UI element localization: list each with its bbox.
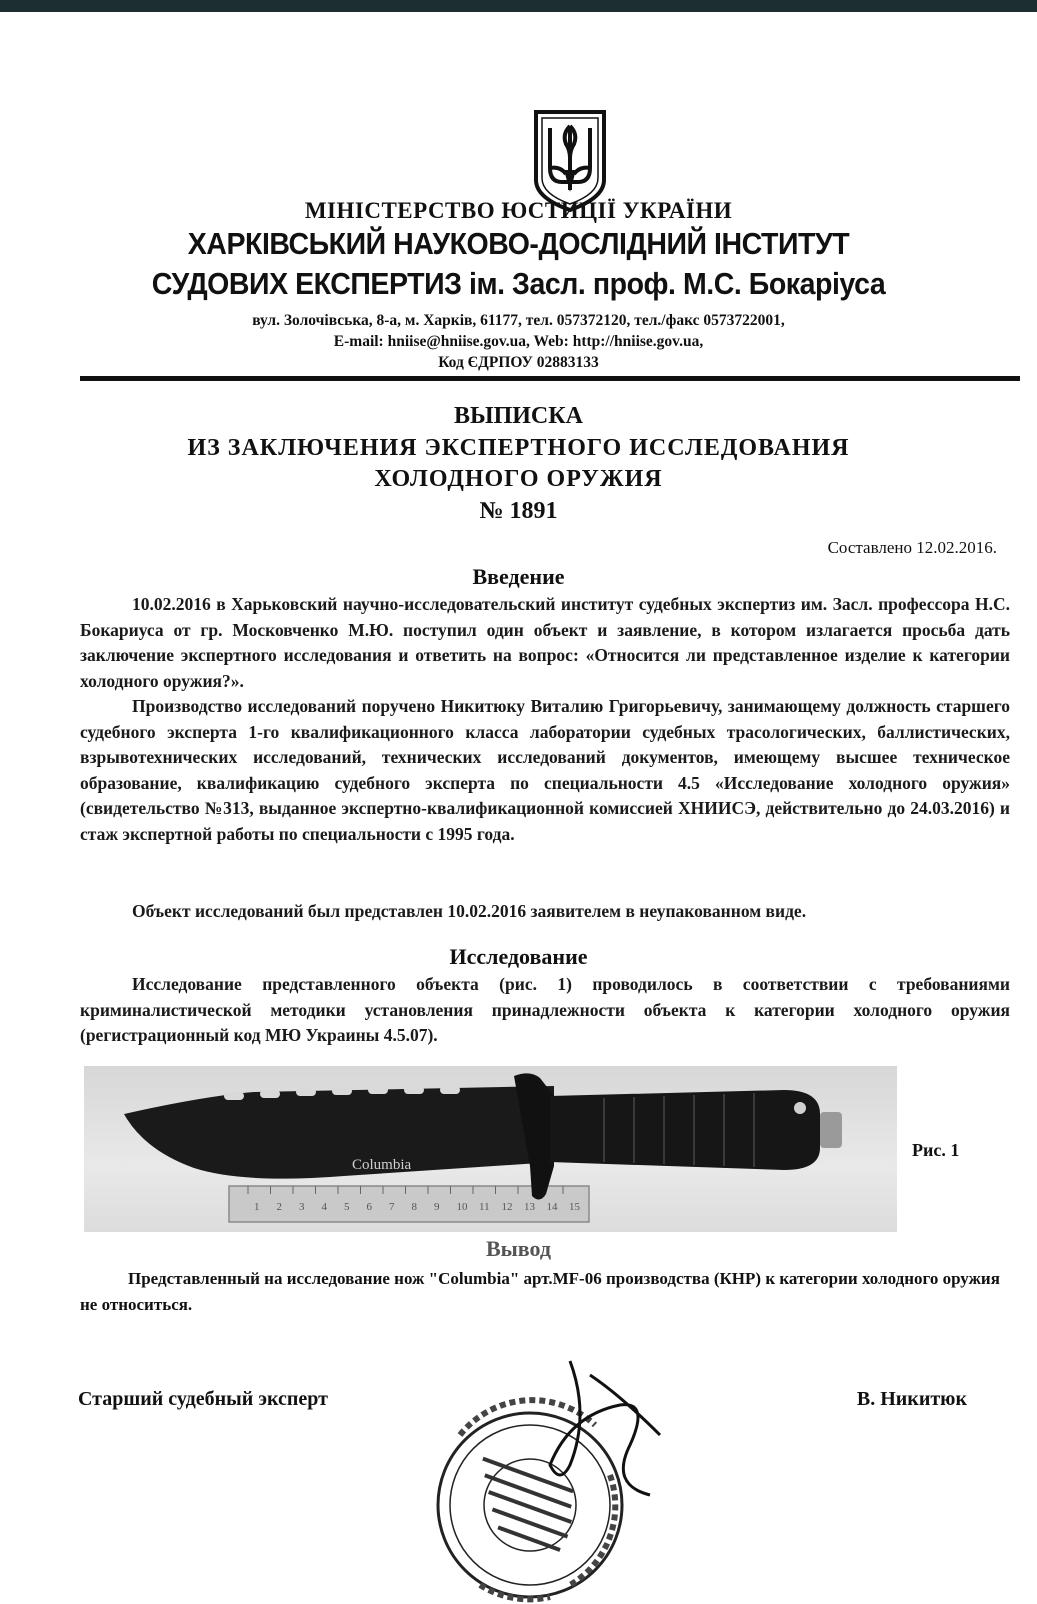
official-stamp-icon <box>420 1355 670 1604</box>
ruler-tick-label: 14 <box>546 1201 558 1213</box>
knife-photo <box>84 1066 897 1232</box>
institute-contacts: E-mail: hniise@hniise.gov.ua, Web: http://hniise.gov.ua, <box>333 333 704 350</box>
conclusion-heading: Вывод <box>485 1236 552 1261</box>
signer-position: Старший судебный эксперт <box>78 1388 328 1410</box>
top-bar <box>0 0 1037 12</box>
compiled-date: Составлено 12.02.2016. <box>827 538 997 557</box>
knife-illustration <box>84 1066 897 1232</box>
intro-paragraph-1: 10.02.2016 в Харьковский научно-исследовательский институт судебных экспертиз им. Засл. профессора Н.С. Бокариуса от гр. Московченко М.Ю. поступил один объект и заявление, в котором излагается просьба дать заключение экспертного исследования и ответить на вопрос: «Относится ли представленное изделие к категории холодного оружия?». <box>80 594 1010 691</box>
lanyard-hole <box>794 1102 806 1114</box>
ministry-name: МІНІСТЕРСТВО ЮСТИЦІЇ УКРАЇНИ <box>304 198 733 223</box>
knife-blade <box>124 1086 554 1179</box>
ruler-tick-label: 7 <box>389 1201 395 1213</box>
ruler-tick-label: 10 <box>456 1201 468 1213</box>
ruler-tick-label: 3 <box>299 1201 305 1213</box>
ruler-tick-label: 15 <box>569 1201 580 1213</box>
knife-pommel <box>820 1112 842 1148</box>
header-divider <box>80 376 1020 381</box>
research-paragraph: Исследование представленного объекта (рис. 1) проводилось в соответствии с требованиями криминалистической методики установления принадлежности объекта к категории холодного оружия (регистрационный код МЮ Украины 4.5.07). <box>80 974 1010 1045</box>
ruler-tick-label: 2 <box>276 1201 282 1213</box>
handwritten-signature <box>550 1361 660 1495</box>
conclusion-text: Представленный на исследование нож "Columbia" арт.MF-06 производства (КНР) к категории холодного оружия не относиться. <box>80 1269 1000 1314</box>
research-heading: Исследование <box>449 944 588 969</box>
intro-paragraph-2: Производство исследований поручено Никитюку Виталию Григорьевичу, занимающему должность старшего судебного эксперта 1-го квалификационного класса лаборатории судебных трасологических, баллистических, взрывотехнических исследований, технических исследований документов, имеющему высшее техническое образование, квалификацию судебного эксперта по специальности 4.5 «Исследование холодного оружия» (свидетельство №313, выданное экспертно-квалификационной комиссией ХНИИСЭ, действительно до 24.03.2016) и стаж экспертной работы по специальности с 1995 года. <box>80 696 1010 844</box>
ruler-tick-label: 9 <box>434 1201 440 1213</box>
institute-name-line1: ХАРКІВСЬКИЙ НАУКОВО-ДОСЛІДНИЙ ІНСТИТУТ <box>187 226 850 261</box>
signer-name: В. Никитюк <box>856 1388 967 1410</box>
institute-code: Код ЄДРПОУ 02883133 <box>438 354 599 371</box>
ruler-tick-label: 5 <box>344 1201 350 1213</box>
ruler-tick-label: 13 <box>524 1201 535 1213</box>
figure-caption: Рис. 1 <box>912 1140 960 1160</box>
institute-address: вул. Золочівська, 8-а, м. Харків, 61177, тел. 057372120, тел./факс 0573722001, <box>252 312 785 329</box>
intro-paragraph-3: Объект исследований был представлен 10.02.2016 заявителем в неупакованном виде. <box>132 901 807 921</box>
ruler-tick-label: 6 <box>366 1201 372 1213</box>
ruler-tick-label: 11 <box>479 1201 490 1213</box>
institute-name-line2: СУДОВИХ ЕКСПЕРТИЗ ім. Засл. проф. М.С. Бокаріуса <box>151 266 886 301</box>
blade-brand: Columbia <box>352 1157 412 1173</box>
intro-heading: Введение <box>472 564 565 589</box>
doc-subtitle-2: ХОЛОДНОГО ОРУЖИЯ <box>374 466 663 492</box>
ruler-tick-label: 12 <box>501 1201 513 1213</box>
ruler-tick-label: 4 <box>321 1201 327 1213</box>
doc-number: № 1891 <box>479 498 558 524</box>
ruler-tick-label: 8 <box>411 1201 417 1213</box>
doc-title: ВЫПИСКА <box>454 403 583 429</box>
ruler-tick-label: 1 <box>254 1201 260 1213</box>
doc-subtitle: ИЗ ЗАКЛЮЧЕНИЯ ЭКСПЕРТНОГО ИССЛЕДОВАНИЯ <box>187 435 850 461</box>
knife-handle <box>550 1090 820 1170</box>
